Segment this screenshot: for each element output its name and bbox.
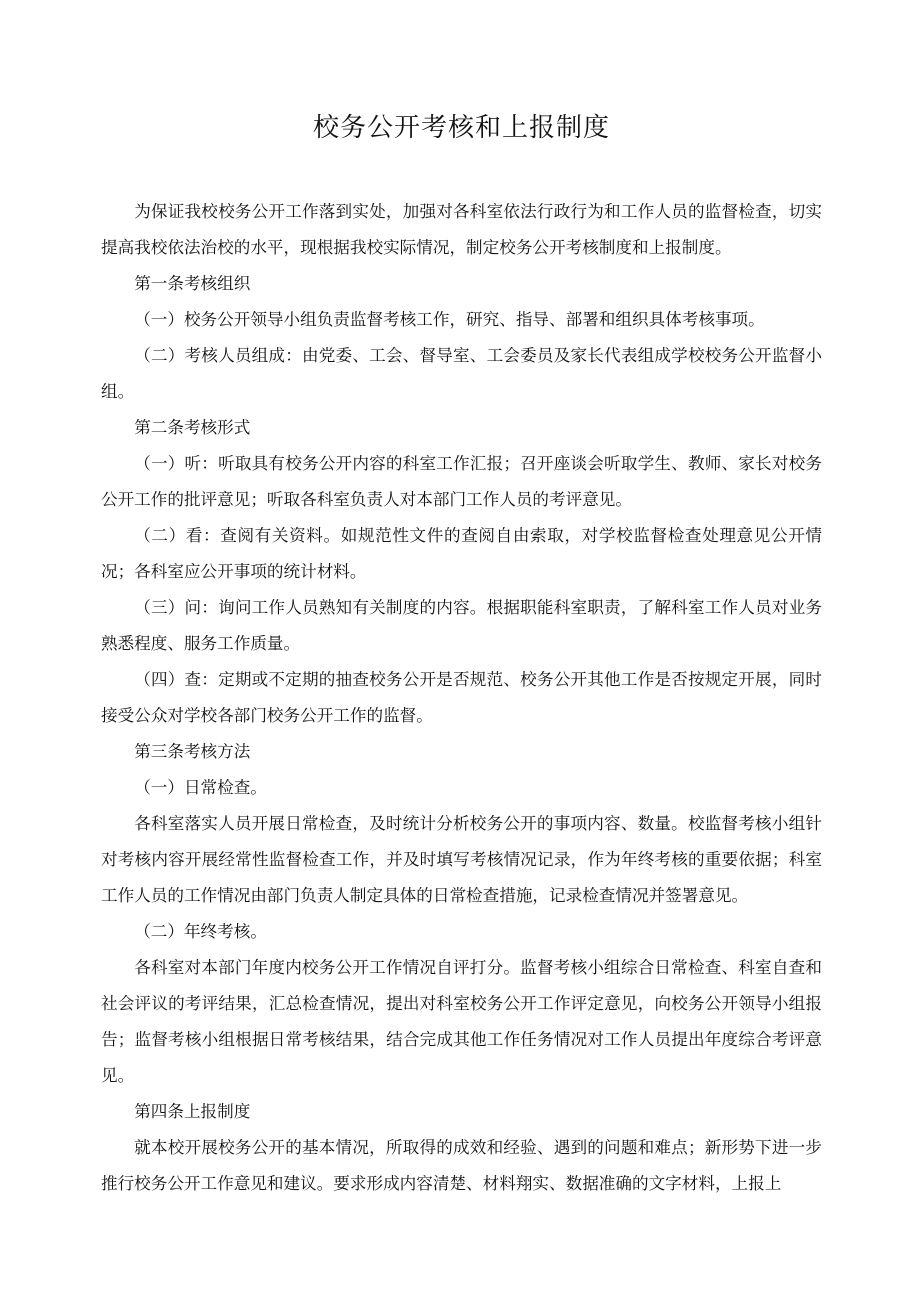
article-3-item-2-body: 各科室对本部门年度内校务公开工作情况自评打分。监督考核小组综合日常检查、科室自查和社会评议的考评结果，汇总检查情况，提出对科室校务公开工作评定意见，向校务公开领导小组报告；监督考核小组根据日常考核结果，结合完成其他工作任务情况对工作人员提出年度综合考评意见。 bbox=[101, 958, 822, 1085]
intro-paragraph: 为保证我校校务公开工作落到实处，加强对各科室依法行政行为和工作人员的监督检查，切实提高我校依法治校的水平，现根据我校实际情况，制定校务公开考核制度和上报制度。 bbox=[101, 202, 822, 257]
article-2-item-4: （四）查：定期或不定期的抽查校务公开是否规范、校务公开其他工作是否按规定开展，同时接受公众对学校各部门校务公开工作的监督。 bbox=[101, 670, 822, 725]
article-1-heading: 第一条考核组织 bbox=[134, 274, 251, 293]
article-2-heading: 第二条考核形式 bbox=[134, 418, 251, 437]
article-3-heading: 第三条考核方法 bbox=[134, 742, 251, 761]
article-4-body: 就本校开展校务公开的基本情况，所取得的成效和经验、遇到的问题和难点；新形势下进一步推行校务公开工作意见和建议。要求形成内容清楚、材料翔实、数据准确的文字材料，上报上 bbox=[101, 1138, 822, 1193]
article-1-item-2: （二）考核人员组成：由党委、工会、督导室、工会委员及家长代表组成学校校务公开监督小组。 bbox=[101, 346, 822, 401]
article-3-item-2: （二）年终考核。 bbox=[134, 922, 267, 941]
document-title: 校务公开考核和上报制度 bbox=[312, 113, 610, 143]
article-1-item-1: （一）校务公开领导小组负责监督考核工作，研究、指导、部署和组织具体考核事项。 bbox=[134, 310, 765, 329]
article-4-heading: 第四条上报制度 bbox=[134, 1102, 251, 1121]
article-2-item-1: （一）听：听取具有校务公开内容的科室工作汇报；召开座谈会听取学生、教师、家长对校务公开工作的批评意见；听取各科室负责人对本部门工作人员的考评意见。 bbox=[101, 454, 822, 509]
article-2-item-3: （三）问：询问工作人员熟知有关制度的内容。根据职能科室职责，了解科室工作人员对业务熟悉程度、服务工作质量。 bbox=[101, 598, 822, 653]
article-3-item-1: （一）日常检查。 bbox=[134, 778, 267, 797]
article-3-item-1-body: 各科室落实人员开展日常检查，及时统计分析校务公开的事项内容、数量。校监督考核小组针对考核内容开展经常性监督检查工作，并及时填写考核情况记录，作为年终考核的重要依据；科室工作人员的工作情况由部门负责人制定具体的日常检查措施，记录检查情况并签署意见。 bbox=[101, 814, 822, 905]
article-2-item-2: （二）看：查阅有关资料。如规范性文件的查阅自由索取，对学校监督检查处理意见公开情况；各科室应公开事项的统计材料。 bbox=[101, 526, 822, 581]
